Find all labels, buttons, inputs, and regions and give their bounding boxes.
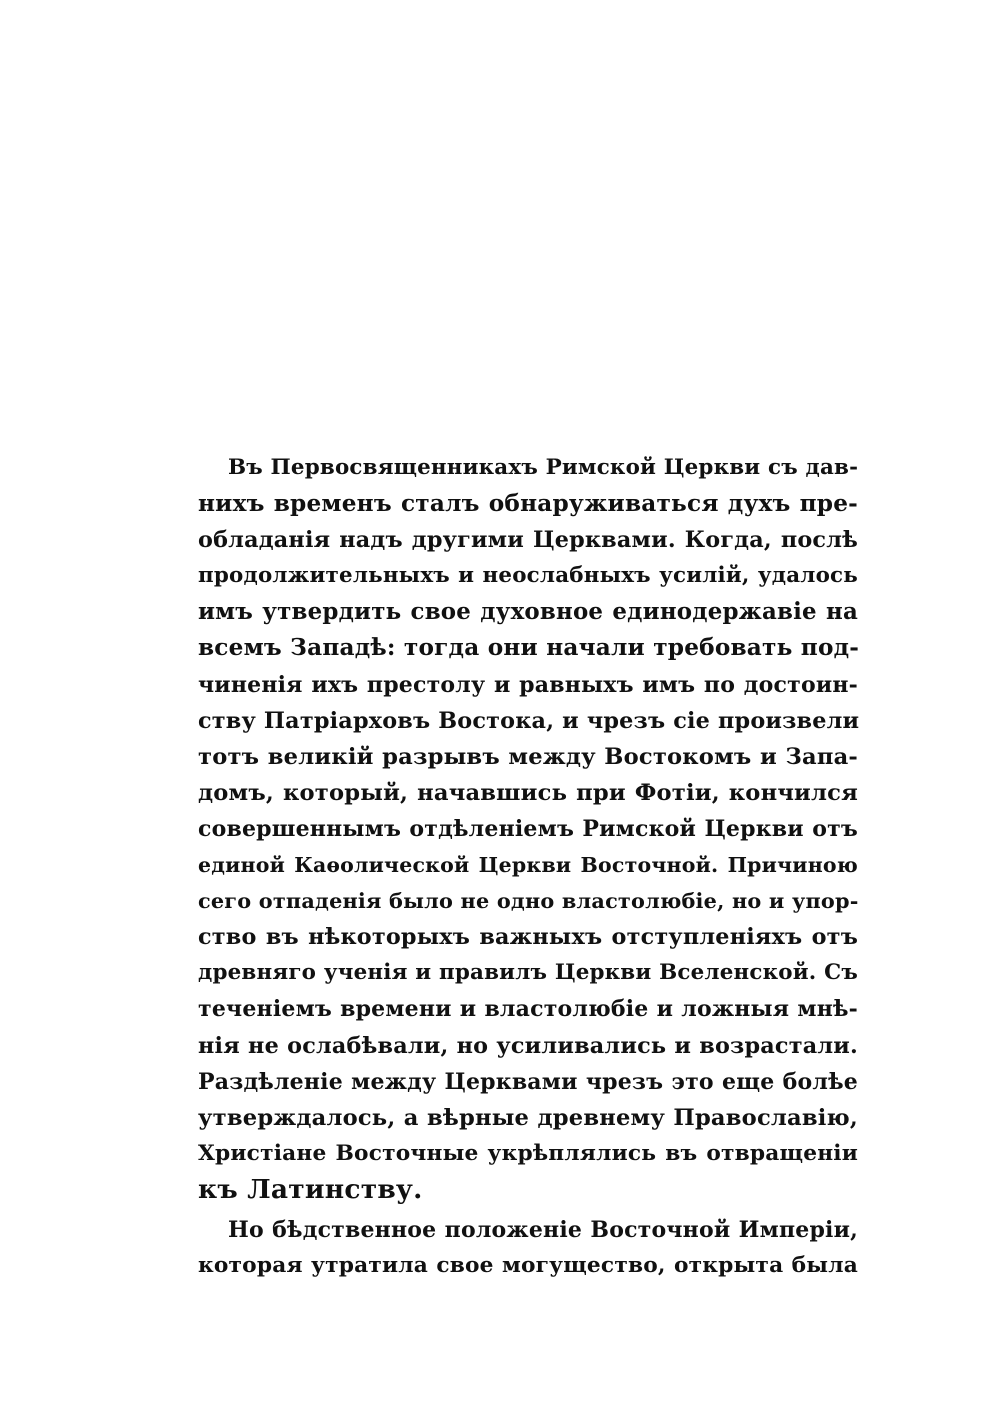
body-text xyxy=(198,450,858,1284)
text-line: теченіемъ времени и властолюбіе и ложныя мнѣ- xyxy=(198,996,858,1023)
text-line: ство въ нѣкоторыхъ важныхъ отступленіяхъ отъ xyxy=(198,924,858,951)
text-line: къ Латинству. xyxy=(198,1173,423,1205)
text-line: единой Каѳолической Церкви Восточной. Причиною xyxy=(198,853,858,878)
paragraph xyxy=(198,450,858,1208)
text-line: всемъ Западѣ: тогда они начали требовать под- xyxy=(198,634,860,662)
text-line: домъ, который, начавшись при Фотіи, кончился xyxy=(198,779,858,806)
text-line: совершеннымъ отдѣленіемъ Римской Церкви отъ xyxy=(198,815,858,842)
text-line: продолжительныхъ и неослабныхъ усилій, удалось xyxy=(198,563,858,589)
text-line: нія не ослабѣвали, но усиливались и возрастали. xyxy=(198,1032,858,1059)
text-line: чиненія ихъ престолу и равныхъ имъ по достоин- xyxy=(198,671,858,698)
text-line: имъ утвердить свое духовное единодержавіе на xyxy=(198,598,858,626)
text-line: ству Патріарховъ Востока, и чрезъ сіе произвели xyxy=(198,707,860,734)
text-line: нихъ временъ сталъ обнаруживаться духъ пре- xyxy=(198,490,858,518)
text-line: утверждалось, а вѣрные древнему Православію, xyxy=(198,1104,858,1131)
text-line: древняго ученія и правилъ Церкви Вселенской. Съ xyxy=(198,960,858,986)
text-line: которая утратила свое могущество, открыта была xyxy=(198,1253,858,1279)
text-line: обладанія надъ другими Церквами. Когда, послѣ xyxy=(198,527,858,554)
text-line: Христіане Восточные укрѣплялись въ отвращеніи xyxy=(198,1140,858,1166)
text-line: Но бѣдственное положеніе Восточной Имперіи, xyxy=(228,1216,858,1243)
paragraph xyxy=(198,1212,858,1284)
text-line: Раздѣленіе между Церквами чрезъ это еще болѣе xyxy=(198,1068,858,1095)
text-line: сего отпаденія было не одно властолюбіе, но и упор- xyxy=(198,888,859,914)
text-line: тотъ великій разрывъ между Востокомъ и Запа- xyxy=(198,743,858,770)
text-line: Въ Первосвященникахъ Римской Церкви съ дав- xyxy=(228,455,859,480)
